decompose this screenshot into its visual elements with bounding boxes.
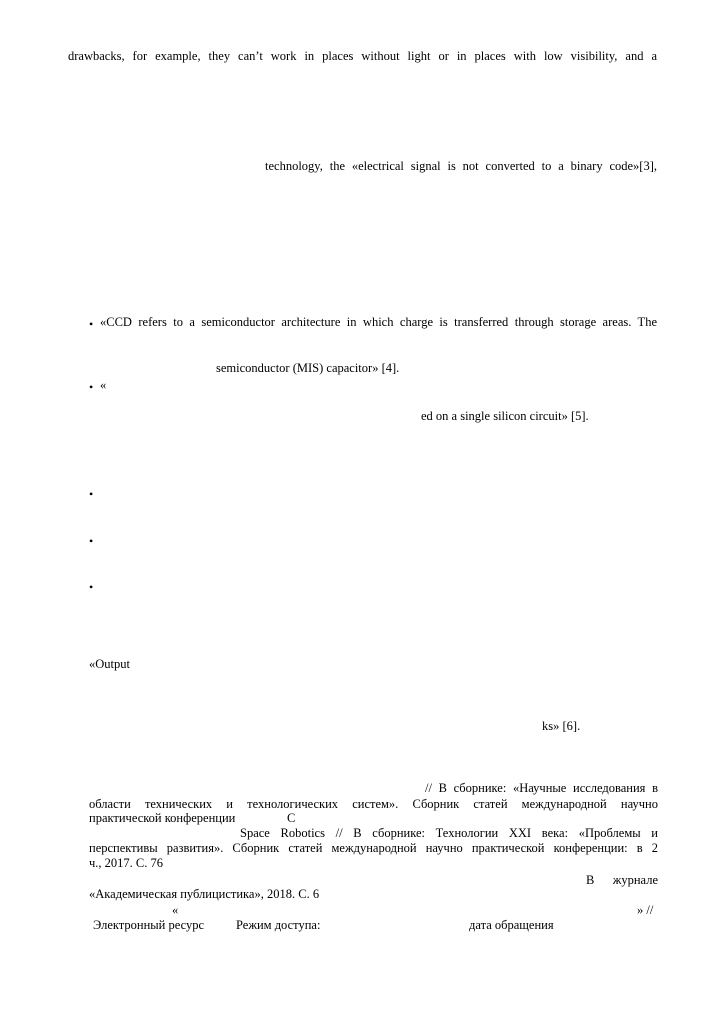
- bullet-text-cmos: «: [100, 378, 107, 392]
- reference-line: области технических и технологических систем». Сборник статей международной научно: [89, 797, 658, 811]
- bullet-icon: •: [89, 534, 94, 548]
- bullet-icon: •: [89, 487, 94, 501]
- reference-line: С: [287, 811, 296, 825]
- bullet-icon: •: [89, 580, 94, 594]
- reference-line: Электронный ресурс: [93, 918, 205, 932]
- reference-line: Режим доступа:: [236, 918, 321, 932]
- reference-line: «: [172, 903, 179, 917]
- bullet-icon: •: [89, 317, 94, 331]
- reference-line: Space Robotics // В сборнике: Технологии XXI века: «Проблемы и: [240, 826, 658, 840]
- reference-line: » //: [637, 903, 654, 917]
- bullet-icon: •: [89, 380, 94, 394]
- quote-text-output-cont: ks» [6].: [542, 719, 581, 733]
- reference-line: дата обращения: [469, 918, 554, 932]
- body-text-line: drawbacks, for example, they can’t work in places without light or in places with low visibility, and a: [68, 49, 657, 63]
- bullet-text-ccd-cont: semiconductor (MIS) capacitor» [4].: [216, 361, 400, 375]
- reference-line: ч., 2017. С. 76: [89, 856, 163, 870]
- body-text-line: technology, the «electrical signal is not converted to a binary code»[3],: [265, 159, 657, 173]
- reference-line: практической конференции: [89, 811, 236, 825]
- quote-text-output: «Output: [89, 657, 130, 671]
- reference-line: // В сборнике: «Научные исследования в: [425, 781, 658, 795]
- reference-line: «Академическая публицистика», 2018. С. 6: [89, 887, 320, 901]
- reference-line: В журнале: [586, 873, 658, 887]
- reference-line: перспективы развития». Сборник статей международной научно практической конференции: в 2: [89, 841, 658, 855]
- bullet-text-cmos-cont: ed on a single silicon circuit» [5].: [421, 409, 589, 423]
- bullet-text-ccd: «CCD refers to a semiconductor architecture in which charge is transferred through storage areas. The: [100, 315, 657, 329]
